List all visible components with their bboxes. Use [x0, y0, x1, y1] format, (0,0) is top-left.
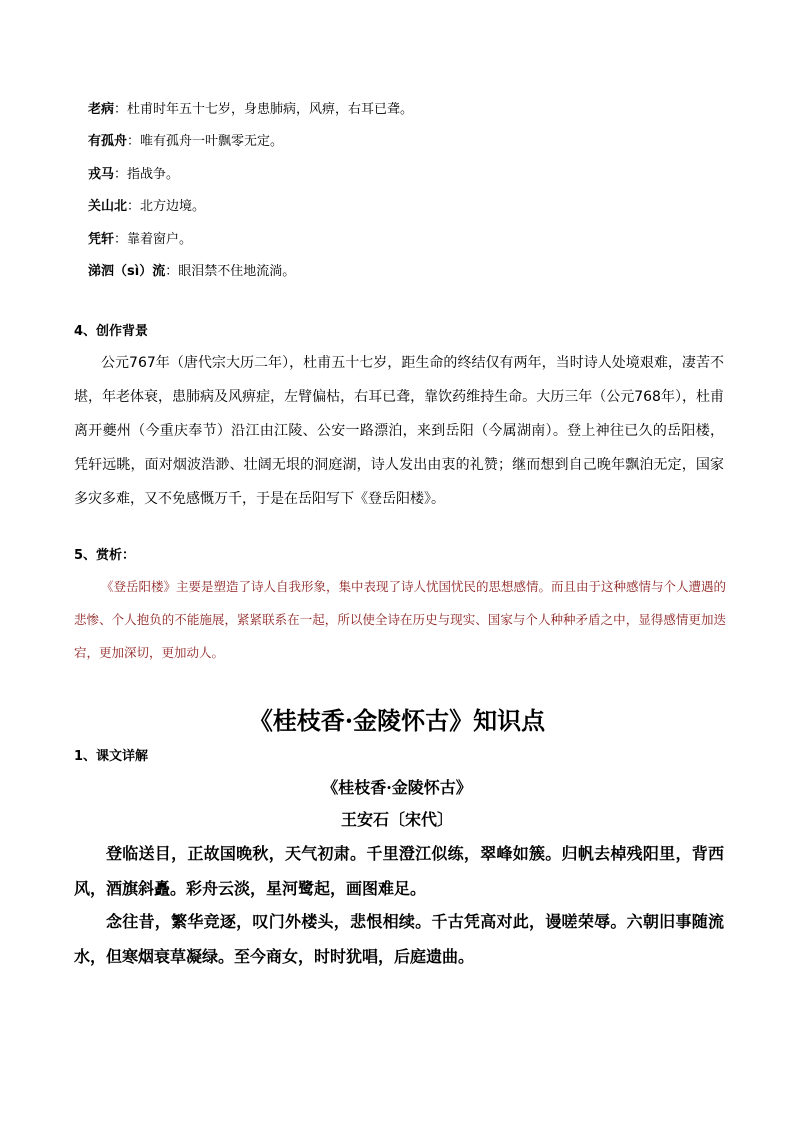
glossary-item-yougu — [88, 132, 283, 152]
glossary-definition: ：唯有孤舟一叶飘零无定。 — [127, 134, 284, 149]
glossary-item-pingxuan — [88, 230, 192, 250]
glossary-item-tisi — [88, 262, 295, 282]
glossary-term: 老病 — [88, 102, 115, 117]
glossary-item-rongma — [88, 165, 179, 185]
glossary-definition: ：眼泪禁不住地流淌。 — [165, 264, 296, 279]
glossary-term: 关山北 — [88, 199, 128, 214]
glossary-term: 戎马 — [88, 167, 115, 182]
poem-stanza-2: 念往昔，繁华竞逐，叹门外楼头，悲恨相续。千古凭高对此，谩嗟荣辱。六朝旧事随流水，但寒烟衰草凝绿。至今商女，时时犹唱，后庭遗曲。 — [74, 912, 724, 966]
background-heading: 4、创作背景 — [74, 324, 149, 339]
poem-author: 王安石〔宋代〕 — [340, 810, 453, 829]
glossary-item-laobing — [88, 100, 413, 120]
knowledge-title: 《桂枝香·金陵怀古》知识点 — [248, 706, 546, 735]
glossary-definition: ：指战争。 — [114, 167, 180, 182]
analysis-paragraph: 《登岳阳楼》主要是塑造了诗人自我形象，集中表现了诗人忧国忧民的思想感情。而且由于这种感情与个人遭遇的悲惨、个人抱负的不能施展，紧紧联系在一起，所以使全诗在历史与现实、国家与个人种种矛盾之中，显得感情更加迭宕，更加深切，更加动人。 — [74, 579, 727, 660]
glossary-definition: ：靠着窗户。 — [114, 232, 193, 247]
lesson-detail-heading: 1、课文详解 — [74, 749, 149, 764]
poem-title: 《桂枝香·金陵怀古》 — [322, 778, 472, 797]
glossary-definition: ：北方边境。 — [127, 199, 206, 214]
glossary-definition: ：杜甫时年五十七岁，身患肺病，风痹，右耳已聋。 — [114, 102, 414, 117]
glossary-term: 有孤舟 — [88, 134, 128, 149]
glossary-term: 涕泗（sì）流 — [88, 264, 166, 279]
glossary-term: 凭轩 — [88, 232, 115, 247]
poem-stanza-1: 登临送目，正故国晚秋，天气初肃。千里澄江似练，翠峰如簇。归帆去棹残阳里，背西风，酒旗斜矗。彩舟云淡，星河鹭起，画图难足。 — [74, 844, 724, 898]
analysis-heading: 5、赏析： — [74, 548, 136, 563]
glossary-item-guanshan — [88, 197, 205, 217]
background-paragraph: 公元767年（唐代宗大历二年），杜甫五十七岁，距生命的终结仅有两年，当时诗人处境艰难，凄苦不堪，年老体衰，患肺病及风痹症，左臂偏枯，右耳已聋，靠饮药维持生命。大历三年（公元768年），杜甫离开夔州（今重庆奉节）沿江由江陵、公安一路漂泊，来到岳阳（今属湖南）。登上神往已久的岳阳楼，凭轩远眺，面对烟波浩渺、壮阔无垠的洞庭湖，诗人发出由衷的礼赞；继而想到自己晚年飘泊无定，国家多灾多难，又不免感慨万千，于是在岳阳写下《登岳阳楼》。 — [74, 355, 724, 507]
